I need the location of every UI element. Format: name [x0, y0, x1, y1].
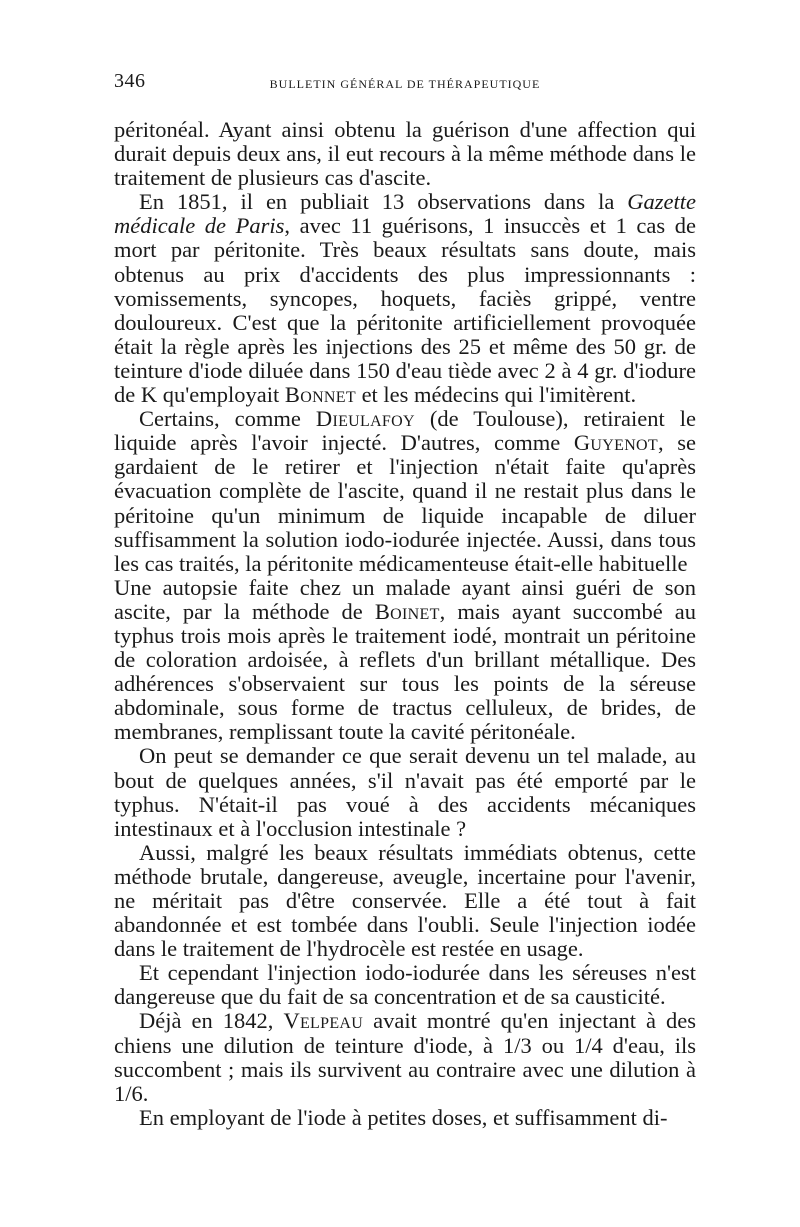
author-name: Bonnet — [284, 382, 356, 408]
paragraph-8: Déjà en 1842, Velpeau avait montré qu'en injectant à des chiens une dilution de teinture d'iode, à 1/3 ou 1/4 d'eau, ils succombent ; mais ils survivent au contraire avec une dilution à 1/6. — [114, 1008, 696, 1106]
page-number: 346 — [114, 70, 146, 92]
running-title: BULLETIN GÉNÉRAL DE THÉRAPEUTIQUE — [269, 77, 541, 91]
paragraph-6: Aussi, malgré les beaux résultats immédiats obtenus, cette méthode brutale, dangereuse, aveugle, incertaine pour l'avenir, ne méritait pas d'être conservée. Elle a été tout à fait abandonnée et est tombée dans l'oubli. Seule l'injection iodée dans le traitement de l'hydrocèle est restée en usage. — [114, 839, 696, 962]
paragraph-3: Certains, comme Dieulafoy (de Toulouse), retiraient le liquide après l'avoir injecté. D'autres, comme Guyenot, se gardaient de le retirer et l'injection n'était faite qu'après évacuation complète de l'ascite, quand il ne restait plus dans le péritoine qu'un minimum de liquide incapable de diluer suffisamment la solution iodo-iodurée injectée. Aussi, dans tous les cas traités, la péritonite médicamenteuse était-elle habituelle — [114, 406, 696, 576]
paragraph-9: En employant de l'iode à petites doses, et suffisamment di- — [139, 1104, 668, 1130]
page-header — [114, 68, 696, 98]
paragraph-5: On peut se demander ce que serait devenu un tel malade, au bout de quelques années, s'il n'avait pas été emporté par le typhus. N'était-il pas voué à des accidents mécaniques intestinaux et à l'occlusion intestinale ? — [114, 743, 696, 841]
paragraph-4: Une autopsie faite chez un malade ayant ainsi guéri de son ascite, par la méthode de Boinet, mais ayant succombé au typhus trois mois après le traitement iodé, montrait un péritoine de coloration ardoisée, à reflets d'un brillant métallique. Des adhérences s'observaient sur tous les points de la séreuse abdominale, sous forme de tractus celluleux, de brides, de membranes, remplissant toute la cavité péritonéale. — [114, 574, 696, 745]
journal-title: Gazette médicale de Paris — [114, 189, 696, 239]
paragraph-1: péritonéal. Ayant ainsi obtenu la guérison d'une affection qui durait depuis deux ans, il eut recours à la même méthode dans le traitement de plusieurs cas d'ascite. — [114, 117, 696, 191]
author-name: Dieulafoy — [315, 406, 415, 432]
author-name: Boinet — [374, 598, 440, 624]
author-name: Guyenot — [573, 430, 658, 456]
author-name: Velpeau — [283, 1008, 364, 1034]
paragraph-2: En 1851, il en publiait 13 observations dans la Gazette médicale de Paris, avec 11 guérisons, 1 insuccès et 1 cas de mort par péritonite. Très beaux résultats sans doute, mais obtenus au prix d'accidents des plus impressionnants : vomissements, syncopes, hoquets, faciès grippé, ventre douloureux. C'est que la péritonite artificiellement provoquée était la règle après les injections des 25 et même des 50 gr. de teinture d'iode diluée dans 150 d'eau tiède avec 2 à 4 gr. d'iodure de K qu'employait Bonnet et les médecins qui l'imitèrent. — [114, 189, 696, 408]
document-page — [114, 68, 696, 1130]
paragraph-7: Et cependant l'injection iodo-iodurée dans les séreuses n'est dangereuse que du fait de sa concentration et de sa causticité. — [114, 960, 696, 1010]
body-text — [114, 118, 696, 1130]
